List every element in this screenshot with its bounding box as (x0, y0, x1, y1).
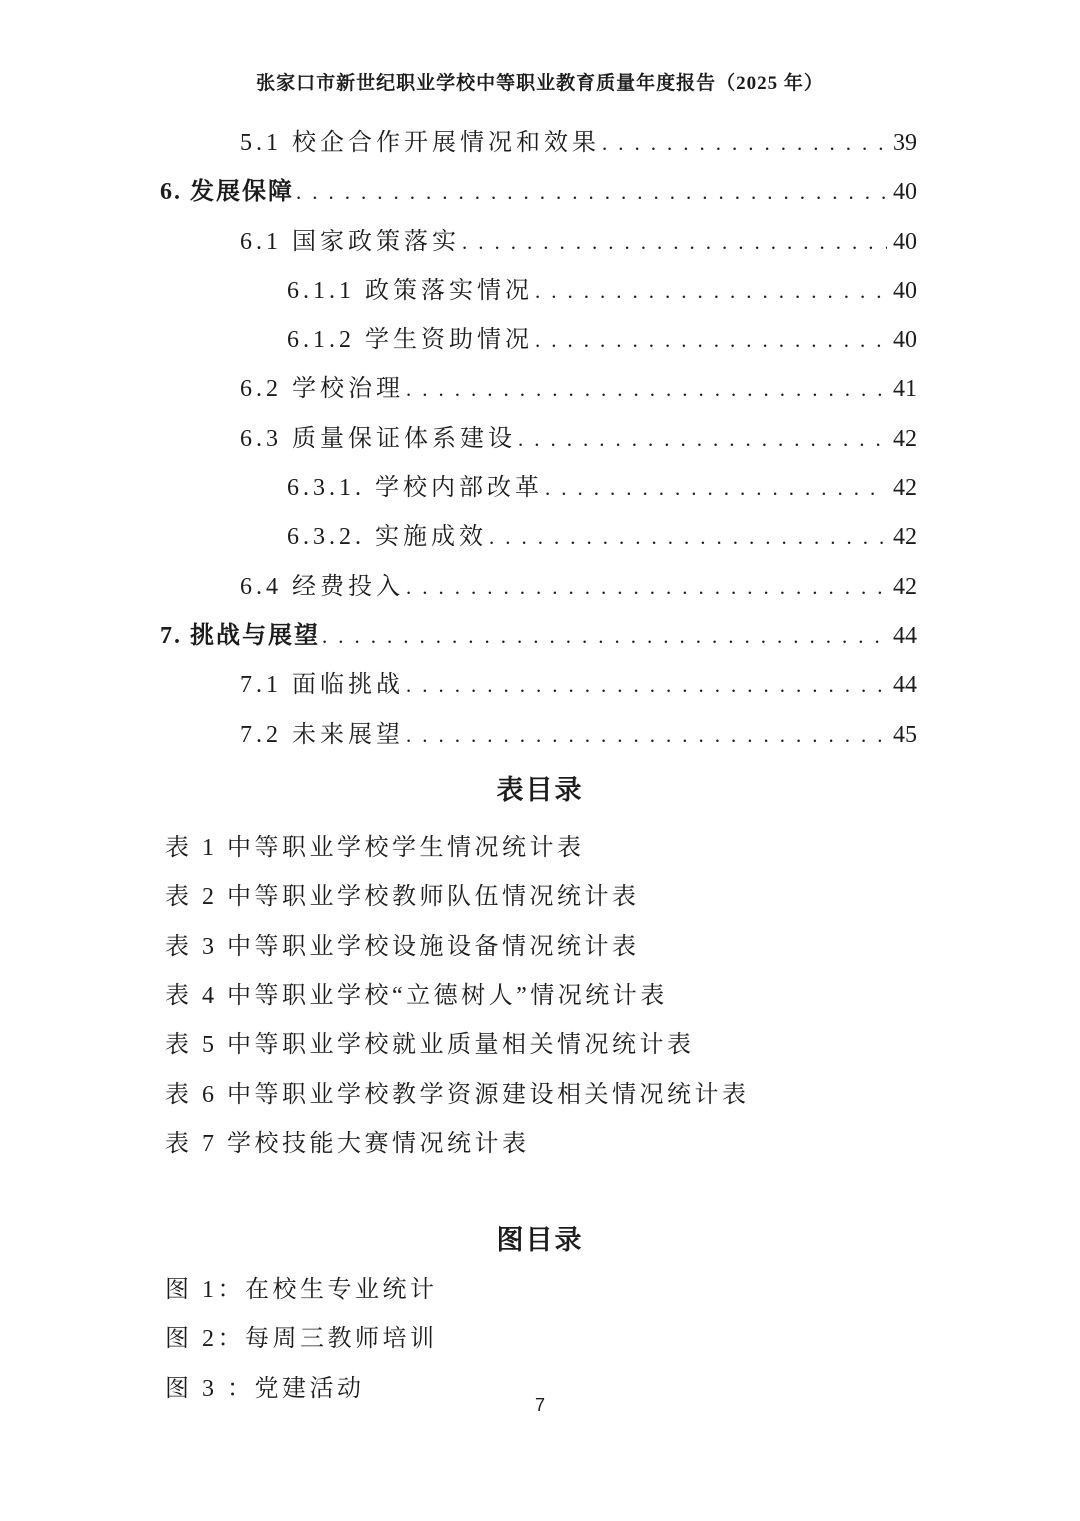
toc-entry-page: 44 (893, 672, 917, 699)
dot-leader (602, 131, 887, 156)
toc-entry-page: 42 (893, 425, 917, 452)
tables-list-heading: 表目录 (496, 775, 584, 805)
toc-entry-label: 6.1.1 政策落实情况 (287, 277, 533, 304)
table-list-item-2: 表 2 中等职业学校教师队伍情况统计表 (165, 884, 640, 911)
table-list-item-6: 表 6 中等职业学校教学资源建设相关情况统计表 (165, 1081, 750, 1108)
dot-leader (545, 476, 887, 501)
dot-leader (296, 180, 887, 205)
toc-entry-6-1-1[interactable] (160, 270, 917, 319)
table-list-item-7: 表 7 学校技能大赛情况统计表 (165, 1130, 530, 1157)
toc-entry-page: 40 (893, 327, 917, 354)
toc-entry-6-1[interactable] (160, 221, 917, 270)
toc-entry-label: 6.3 质量保证体系建设 (240, 425, 516, 452)
toc-entry-label: 6. 发展保障 (160, 179, 294, 206)
toc-entry-page: 41 (893, 376, 917, 403)
dot-leader (406, 723, 887, 748)
toc-entry-label: 7. 挑战与展望 (160, 622, 320, 649)
dot-leader (518, 427, 887, 452)
figures-list-heading: 图目录 (496, 1225, 584, 1255)
toc-entry-page: 40 (893, 228, 917, 255)
toc-entry-6-3-2[interactable] (160, 516, 917, 565)
toc-entry-label: 6.2 学校治理 (240, 376, 404, 403)
tables-list (165, 820, 917, 1165)
toc-entry-label: 6.3.2. 实施成效 (287, 524, 487, 551)
toc-entry-6-3[interactable] (160, 418, 917, 467)
toc-entry-label: 7.2 未来展望 (240, 721, 404, 748)
toc-entry-label: 6.1 国家政策落实 (240, 228, 460, 255)
toc-entry-5-1[interactable] (160, 122, 917, 171)
toc-entry-6-4[interactable] (160, 566, 917, 615)
dot-leader (406, 575, 887, 600)
figure-list-item-2: 图 2：每周三教师培训 (165, 1326, 438, 1353)
dot-leader (489, 525, 887, 550)
document-header-title: 张家口市新世纪职业学校中等职业教育质量年度报告（2025 年） (256, 73, 824, 94)
figures-list (165, 1262, 917, 1410)
table-list-item-4: 表 4 中等职业学校“立德树人”情况统计表 (165, 983, 668, 1010)
toc-entry-label: 7.1 面临挑战 (240, 672, 404, 699)
toc-entry-6[interactable] (160, 171, 917, 220)
toc-entry-page: 39 (893, 130, 917, 156)
toc-entry-6-3-1[interactable] (160, 467, 917, 516)
table-list-item-5: 表 5 中等职业学校就业质量相关情况统计表 (165, 1032, 695, 1059)
toc-entry-label: 6.4 经费投入 (240, 573, 404, 600)
toc-entry-7-1[interactable] (160, 664, 917, 713)
table-of-contents (160, 122, 917, 763)
footer-page-number: 7 (534, 1395, 545, 1415)
dot-leader (535, 328, 887, 353)
dot-leader (406, 673, 887, 698)
toc-entry-page: 42 (893, 475, 917, 502)
dot-leader (462, 230, 887, 255)
toc-entry-label: 6.3.1. 学校内部改革 (287, 475, 543, 502)
toc-entry-label: 6.1.2 学生资助情况 (287, 327, 533, 354)
toc-entry-page: 42 (893, 573, 917, 600)
toc-entry-6-1-2[interactable] (160, 319, 917, 368)
toc-entry-page: 42 (893, 524, 917, 551)
toc-entry-page: 45 (893, 721, 917, 748)
figure-list-item-1: 图 1：在校生专业统计 (165, 1277, 438, 1304)
figure-list-item-3: 图 3 ：党建活动 (165, 1375, 365, 1402)
toc-entry-7[interactable] (160, 615, 917, 664)
toc-entry-page: 40 (893, 277, 917, 304)
table-list-item-3: 表 3 中等职业学校设施设备情况统计表 (165, 933, 640, 960)
table-list-item-1: 表 1 中等职业学校学生情况统计表 (165, 835, 585, 862)
dot-leader (322, 624, 887, 649)
toc-entry-label: 5.1 校企合作开展情况和效果 (240, 130, 600, 156)
toc-entry-page: 40 (893, 179, 917, 206)
toc-entry-page: 44 (893, 622, 917, 649)
dot-leader (406, 377, 887, 402)
toc-entry-7-2[interactable] (160, 714, 917, 763)
toc-entry-6-2[interactable] (160, 368, 917, 417)
dot-leader (535, 279, 887, 304)
